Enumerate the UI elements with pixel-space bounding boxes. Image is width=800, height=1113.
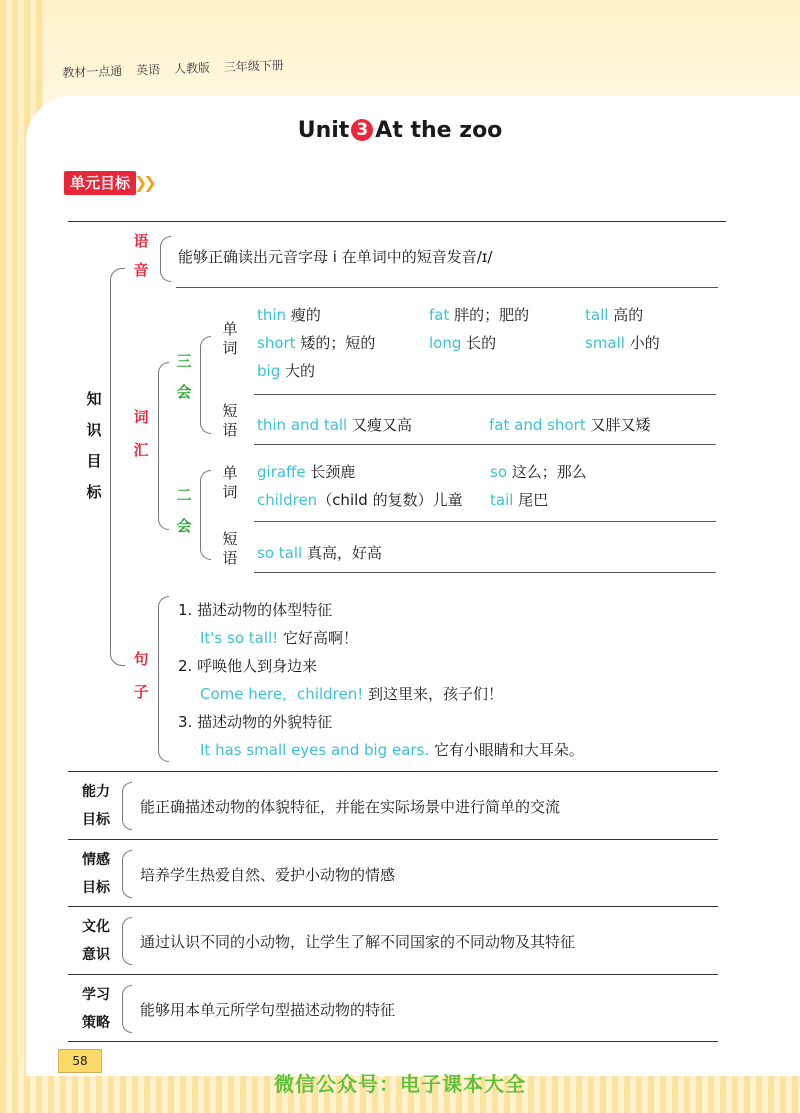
sentence-heading: 1. 描述动物的体型特征	[178, 601, 333, 619]
section-tag	[64, 171, 153, 195]
word-item: long 长的	[429, 334, 497, 352]
goal-rule	[68, 839, 718, 840]
vocab-char: 汇	[133, 441, 149, 459]
erhui-phrases-char: 短	[222, 530, 238, 548]
goal-text: 能够用本单元所学句型描述动物的特征	[140, 1001, 396, 1019]
vocab-char: 词	[133, 408, 149, 426]
word-item: tall 高的	[585, 306, 644, 324]
erhui-words-char: 词	[222, 483, 238, 501]
pronunciation-text: 能够正确读出元音字母 i 在单词中的短音发音/ɪ/	[178, 248, 493, 266]
title-unit-number: 3	[351, 119, 373, 141]
goal-bracket	[122, 782, 132, 830]
page-number: 58	[58, 1049, 102, 1073]
sentence-example: It's so tall! 它好高啊！	[200, 629, 358, 647]
word-item: tail 尾巴	[490, 491, 549, 509]
pronunciation-bracket	[160, 236, 171, 282]
erhui-bracket	[200, 470, 211, 560]
watermark: 微信公众号：电子课本大全	[274, 1072, 526, 1096]
page-top-band	[0, 0, 800, 104]
goal-text: 能正确描述动物的体貌特征，并能在实际场景中进行简单的交流	[140, 798, 561, 816]
erhui-char: 会	[176, 517, 192, 535]
goal-label: 学习 策略	[82, 987, 110, 1031]
goal-label: 文化 意识	[82, 919, 110, 963]
word-item: small 小的	[585, 334, 660, 352]
pronunciation-rule	[176, 287, 718, 288]
knowledge-bracket	[110, 268, 125, 666]
erhui-phrases-char: 语	[222, 549, 238, 567]
word-item: big 大的	[257, 362, 316, 380]
header-grade: 三年级下册	[223, 58, 284, 75]
sentence-heading: 3. 描述动物的外貌特征	[178, 713, 333, 731]
sanhui-phrases-char: 语	[222, 421, 238, 439]
word-item: children（child 的复数）儿童	[257, 491, 463, 509]
knowledge-char: 目	[86, 452, 102, 470]
title-topic: At the zoo	[375, 118, 503, 143]
header-series: 教材一点通	[62, 63, 123, 80]
erhui-phrases-rule	[254, 572, 716, 573]
section-tag-label: 单元目标	[64, 171, 136, 195]
knowledge-char: 知	[86, 390, 102, 408]
page-title	[0, 118, 800, 143]
knowledge-char: 识	[86, 421, 102, 439]
phrase-item: fat and short 又胖又矮	[489, 416, 651, 434]
pronunciation-char: 语	[133, 232, 149, 250]
word-item: thin 瘦的	[257, 306, 321, 324]
sentences-char: 子	[133, 683, 149, 701]
vocab-label	[131, 410, 151, 458]
sanhui-char: 会	[176, 383, 192, 401]
pronunciation-label	[131, 234, 151, 278]
goal-bracket	[122, 917, 132, 965]
sanhui-phrases-label	[220, 404, 240, 438]
knowledge-char: 标	[86, 483, 102, 501]
knowledge-bottom-rule	[68, 771, 718, 772]
sanhui-label	[174, 354, 194, 400]
vocab-bracket	[158, 362, 169, 530]
word-item: so 这么；那么	[490, 463, 587, 481]
header-edition: 人教版	[173, 60, 211, 77]
phrase-item: so tall 真高，好高	[257, 544, 382, 562]
goal-rule	[68, 1041, 718, 1042]
erhui-words-char: 单	[222, 464, 238, 482]
sanhui-words-char: 单	[222, 320, 238, 338]
goal-rule	[68, 974, 718, 975]
table-top-rule	[68, 221, 726, 222]
phrase-item: thin and tall 又瘦又高	[257, 416, 413, 434]
word-item: fat 胖的；肥的	[429, 306, 530, 324]
word-item: giraffe 长颈鹿	[257, 463, 356, 481]
title-unit: Unit	[297, 118, 350, 143]
sanhui-words-label	[220, 322, 240, 356]
sentence-heading: 2. 呼唤他人到身边来	[178, 657, 318, 675]
sentence-example: Come here，children! 到这里来，孩子们！	[200, 685, 504, 703]
word-item: short 矮的；短的	[257, 334, 376, 352]
sentences-char: 句	[133, 650, 149, 668]
pronunciation-char: 音	[133, 261, 149, 279]
sanhui-phrases-char: 短	[222, 402, 238, 420]
sanhui-words-rule	[254, 394, 716, 395]
erhui-label	[174, 488, 194, 534]
goal-bracket	[122, 985, 132, 1033]
chevron-right-icon: ❯❯	[134, 173, 153, 192]
erhui-words-rule	[254, 521, 716, 522]
erhui-phrases-label	[220, 532, 240, 566]
goal-text: 培养学生热爱自然、爱护小动物的情感	[140, 866, 396, 884]
goal-label: 情感 目标	[82, 852, 110, 896]
sanhui-char: 三	[176, 352, 192, 370]
sanhui-words-char: 词	[222, 339, 238, 357]
sentence-example: It has small eyes and big ears. 它有小眼睛和大耳朵。	[200, 741, 584, 759]
goal-text: 通过认识不同的小动物，让学生了解不同国家的不同动物及其特征	[140, 933, 576, 951]
erhui-char: 二	[176, 486, 192, 504]
goal-bracket	[122, 850, 132, 898]
sentences-bracket	[158, 596, 169, 762]
sentences-label	[131, 652, 151, 700]
sanhui-phrases-rule	[254, 444, 716, 445]
erhui-words-label	[220, 466, 240, 500]
goal-label: 能力 目标	[82, 784, 110, 828]
header-subject: 英语	[135, 62, 161, 78]
goal-rule	[68, 906, 718, 907]
knowledge-label	[84, 392, 104, 500]
sanhui-bracket	[200, 336, 211, 434]
